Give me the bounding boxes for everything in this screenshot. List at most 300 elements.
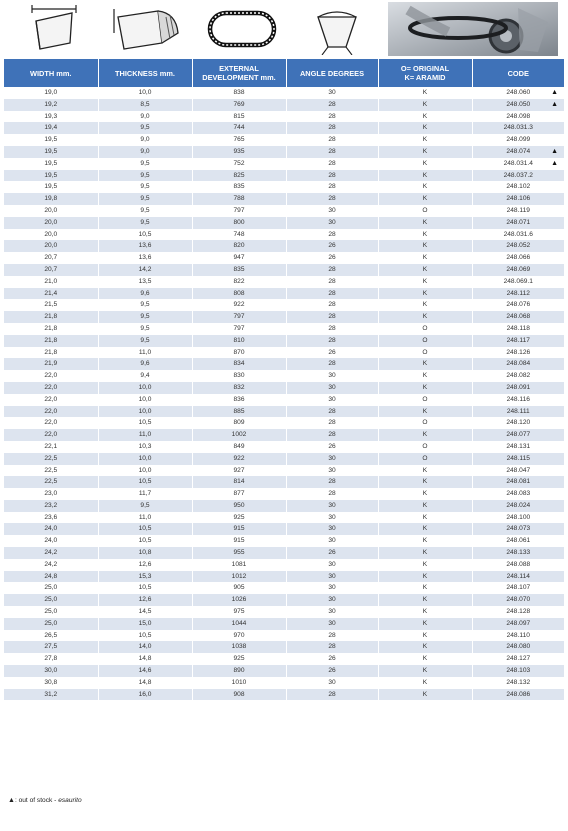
cell-code [472, 500, 564, 512]
type-value: K [422, 277, 428, 285]
cell-thickness [98, 370, 192, 382]
external-value: 808 [233, 289, 245, 297]
angle-value: 28 [328, 407, 336, 415]
cell-angle [286, 264, 378, 276]
cell-external [192, 229, 286, 241]
external-value: 815 [233, 112, 245, 120]
thickness-value: 14,2 [138, 265, 152, 273]
table-row [4, 394, 564, 406]
cell-code [472, 111, 564, 123]
code-value: 248.115 [506, 454, 530, 462]
cell-type [378, 134, 472, 146]
cell-external [192, 122, 286, 134]
thickness-value: 15,3 [138, 572, 152, 580]
width-value: 20,7 [44, 254, 58, 262]
angle-value: 30 [328, 513, 336, 521]
table-row [4, 358, 564, 370]
cell-external [192, 689, 286, 701]
cell-angle [286, 535, 378, 547]
table-row [4, 417, 564, 429]
thickness-value: 10,0 [138, 454, 152, 462]
cell-type [378, 217, 472, 229]
cell-width [4, 689, 98, 701]
cell-external [192, 665, 286, 677]
width-value: 22,1 [44, 442, 58, 450]
cell-type [378, 441, 472, 453]
cell-thickness [98, 252, 192, 264]
thickness-value: 14,8 [138, 678, 152, 686]
type-value: K [422, 383, 428, 391]
column-header-line: DEVELOPMENT mm. [202, 73, 276, 82]
code-value: 248.060 [506, 89, 531, 96]
cell-angle [286, 158, 378, 170]
external-value: 1002 [231, 431, 247, 439]
cell-code [472, 252, 564, 264]
cell-external [192, 441, 286, 453]
table-row [4, 500, 564, 512]
width-value: 21,8 [44, 324, 58, 332]
cell-external [192, 358, 286, 370]
cell-type [378, 299, 472, 311]
cell-angle [286, 500, 378, 512]
width-value: 19,8 [44, 195, 58, 203]
cell-type [378, 594, 472, 606]
table-row [4, 630, 564, 642]
cell-external [192, 559, 286, 571]
cell-angle [286, 441, 378, 453]
thickness-value: 11,0 [138, 513, 152, 521]
width-value: 19,5 [44, 159, 58, 167]
type-value: K [422, 560, 428, 568]
thickness-value: 10,0 [138, 407, 152, 415]
table-row [4, 535, 564, 547]
thickness-value: 11,0 [138, 348, 152, 356]
external-value: 800 [233, 218, 245, 226]
cell-thickness [98, 170, 192, 182]
table-row [4, 465, 564, 477]
cell-code [472, 571, 564, 583]
cell-width [4, 111, 98, 123]
cell-angle [286, 512, 378, 524]
cell-thickness [98, 606, 192, 618]
cell-type [378, 677, 472, 689]
table-body [4, 87, 564, 700]
cell-width [4, 205, 98, 217]
angle-value: 28 [328, 124, 336, 132]
width-value: 20,0 [44, 242, 58, 250]
code-value: 248.052 [506, 242, 531, 250]
cell-width [4, 606, 98, 618]
cell-code [472, 394, 564, 406]
cell-thickness [98, 453, 192, 465]
cell-width [4, 217, 98, 229]
type-value: O [422, 336, 428, 344]
cell-external [192, 406, 286, 418]
angle-value: 28 [328, 324, 336, 332]
width-value: 19,5 [44, 171, 58, 179]
cell-code [472, 193, 564, 205]
cell-type [378, 358, 472, 370]
code-value: 248.098 [506, 112, 531, 120]
table-row [4, 87, 564, 99]
thickness-value: 9,0 [140, 136, 150, 144]
angle-value: 26 [328, 254, 336, 262]
code-value: 248.069 [506, 265, 531, 273]
cell-type [378, 523, 472, 535]
code-value: 248.106 [506, 195, 531, 203]
thickness-value: 9,0 [140, 147, 150, 155]
type-value: K [422, 89, 428, 96]
thickness-value: 10,5 [138, 230, 152, 238]
cell-thickness [98, 122, 192, 134]
code-value: 248.031.3 [503, 124, 533, 132]
code-value: 248.050 [506, 100, 531, 108]
cell-thickness [98, 618, 192, 630]
thickness-value: 9,5 [140, 301, 150, 309]
external-value: 835 [233, 183, 245, 191]
table-row [4, 134, 564, 146]
angle-value: 30 [328, 466, 336, 474]
cell-type [378, 146, 472, 158]
cell-type [378, 170, 472, 182]
width-value: 22,5 [44, 478, 58, 486]
code-value: 248.114 [506, 572, 530, 580]
cell-thickness [98, 406, 192, 418]
cell-angle [286, 134, 378, 146]
external-value: 752 [233, 159, 245, 167]
cell-thickness [98, 99, 192, 111]
table-row [4, 264, 564, 276]
column-header-angle [286, 59, 378, 87]
cell-external [192, 453, 286, 465]
cell-code [472, 417, 564, 429]
type-value: K [422, 265, 428, 273]
cell-external [192, 547, 286, 559]
type-value: K [422, 230, 428, 238]
angle-value: 26 [328, 348, 336, 356]
cell-external [192, 394, 286, 406]
external-value: 838 [233, 89, 245, 96]
cell-external [192, 370, 286, 382]
code-value: 248.066 [506, 254, 531, 262]
external-value: 955 [233, 549, 245, 557]
cell-width [4, 146, 98, 158]
external-value: 832 [233, 383, 245, 391]
thickness-value: 14,0 [138, 643, 152, 651]
angle-value: 26 [328, 667, 336, 675]
code-value: 248.118 [506, 324, 530, 332]
cell-thickness [98, 641, 192, 653]
thickness-value: 12,6 [138, 596, 152, 604]
belt-loop-icon [204, 3, 280, 55]
width-value: 20,0 [44, 218, 58, 226]
cell-angle [286, 476, 378, 488]
cell-external [192, 347, 286, 359]
type-value: K [422, 478, 428, 486]
belt-angle-icon [312, 3, 362, 55]
legend-text: : out of stock - [14, 797, 59, 804]
cell-code [472, 406, 564, 418]
cell-angle [286, 252, 378, 264]
code-value: 248.076 [506, 301, 531, 309]
type-value: K [422, 171, 428, 179]
thickness-value: 10,5 [138, 584, 152, 592]
cell-width [4, 347, 98, 359]
type-value: K [422, 360, 428, 368]
width-value: 19,5 [44, 136, 58, 144]
cell-angle [286, 394, 378, 406]
code-value: 248.131 [506, 442, 531, 450]
external-value: 1026 [231, 596, 247, 604]
code-value: 248.080 [506, 643, 531, 651]
cell-type [378, 512, 472, 524]
angle-value: 30 [328, 572, 336, 580]
cell-width [4, 571, 98, 583]
type-value: O [422, 419, 428, 427]
cell-thickness [98, 465, 192, 477]
angle-value: 28 [328, 360, 336, 368]
cell-type [378, 311, 472, 323]
external-value: 1044 [231, 619, 247, 627]
width-value: 23,0 [44, 490, 58, 498]
cell-external [192, 299, 286, 311]
cell-code [472, 429, 564, 441]
cell-code [472, 217, 564, 229]
cell-width [4, 488, 98, 500]
cell-thickness [98, 500, 192, 512]
cell-thickness [98, 288, 192, 300]
table-row [4, 582, 564, 594]
code-value: 248.074 [506, 147, 531, 155]
cell-width [4, 500, 98, 512]
code-value: 248.116 [506, 395, 530, 403]
cell-width [4, 453, 98, 465]
thickness-value: 10,0 [138, 89, 152, 96]
table-row [4, 441, 564, 453]
width-value: 21,8 [44, 348, 58, 356]
code-value: 248.024 [506, 501, 531, 509]
code-value: 248.069.1 [503, 277, 533, 285]
table-row [4, 276, 564, 288]
cell-code [472, 158, 564, 170]
cell-width [4, 288, 98, 300]
type-value: K [422, 501, 428, 509]
cell-angle [286, 111, 378, 123]
angle-value: 30 [328, 608, 336, 616]
cell-thickness [98, 217, 192, 229]
cell-width [4, 252, 98, 264]
column-header-line: K= ARAMID [404, 73, 446, 82]
angle-value: 28 [328, 277, 336, 285]
belt-specification-table [4, 59, 564, 700]
cell-code [472, 594, 564, 606]
type-value: K [422, 100, 428, 108]
external-value: 885 [233, 407, 245, 415]
cell-width [4, 653, 98, 665]
cell-type [378, 453, 472, 465]
cell-angle [286, 594, 378, 606]
angle-value: 28 [328, 478, 336, 486]
cell-external [192, 288, 286, 300]
angle-value: 28 [328, 690, 336, 698]
cell-angle [286, 417, 378, 429]
table-row [4, 217, 564, 229]
angle-value: 30 [328, 372, 336, 380]
cell-angle [286, 299, 378, 311]
cell-angle [286, 146, 378, 158]
cell-external [192, 677, 286, 689]
cell-code [472, 382, 564, 394]
cell-angle [286, 559, 378, 571]
thickness-value: 12,6 [138, 560, 152, 568]
width-value: 26,5 [44, 631, 58, 639]
cell-code [472, 205, 564, 217]
cell-type [378, 488, 472, 500]
cell-width [4, 512, 98, 524]
cell-width [4, 559, 98, 571]
type-value: K [422, 596, 428, 604]
cell-angle [286, 122, 378, 134]
type-value: K [422, 147, 428, 155]
cell-external [192, 476, 286, 488]
thickness-value: 9,5 [140, 218, 150, 226]
cell-thickness [98, 559, 192, 571]
type-value: K [422, 466, 428, 474]
column-header-line: O= ORIGINAL [400, 64, 450, 73]
table-row [4, 347, 564, 359]
table-row [4, 158, 564, 170]
type-value: K [422, 313, 428, 321]
table-row [4, 193, 564, 205]
external-value: 877 [233, 490, 245, 498]
cell-width [4, 358, 98, 370]
external-value: 814 [233, 478, 245, 486]
cell-angle [286, 618, 378, 630]
cell-external [192, 181, 286, 193]
cell-type [378, 335, 472, 347]
type-value: K [422, 159, 428, 167]
thickness-value: 9,5 [140, 313, 150, 321]
type-value: K [422, 678, 428, 686]
cell-external [192, 488, 286, 500]
cell-thickness [98, 594, 192, 606]
cell-angle [286, 276, 378, 288]
cell-thickness [98, 146, 192, 158]
type-value: K [422, 537, 428, 545]
cell-code [472, 229, 564, 241]
thickness-value: 9,5 [140, 501, 150, 509]
angle-value: 30 [328, 537, 336, 545]
code-value: 248.097 [506, 619, 531, 627]
type-value: K [422, 289, 428, 297]
cell-code [472, 618, 564, 630]
type-value: K [422, 218, 428, 226]
column-header-line: WIDTH mm. [30, 68, 72, 78]
cell-external [192, 465, 286, 477]
angle-value: 28 [328, 136, 336, 144]
cell-code [472, 523, 564, 535]
cell-thickness [98, 382, 192, 394]
cell-thickness [98, 205, 192, 217]
width-value: 22,5 [44, 454, 58, 462]
thickness-value: 9,6 [140, 289, 150, 297]
cell-external [192, 382, 286, 394]
column-header-thickness [98, 59, 192, 87]
cell-angle [286, 240, 378, 252]
thickness-value: 10,5 [138, 631, 152, 639]
cell-code [472, 240, 564, 252]
width-value: 19,2 [44, 100, 58, 108]
code-value: 248.061 [506, 537, 531, 545]
width-value: 21,9 [44, 360, 58, 368]
cell-external [192, 594, 286, 606]
cell-angle [286, 205, 378, 217]
table-row [4, 606, 564, 618]
cell-external [192, 99, 286, 111]
cell-type [378, 476, 472, 488]
out-of-stock-icon: ▲ [551, 89, 558, 96]
angle-value: 28 [328, 313, 336, 321]
code-value: 248.102 [506, 183, 531, 191]
cell-width [4, 87, 98, 99]
cell-external [192, 618, 286, 630]
table-row [4, 299, 564, 311]
external-value: 975 [233, 608, 245, 616]
cell-code [472, 441, 564, 453]
cell-width [4, 264, 98, 276]
type-value: O [422, 324, 428, 332]
cell-thickness [98, 394, 192, 406]
external-value: 769 [233, 100, 245, 108]
external-value: 935 [233, 147, 245, 155]
table-row [4, 111, 564, 123]
table-row [4, 382, 564, 394]
angle-value: 30 [328, 525, 336, 533]
type-value: K [422, 690, 428, 698]
thickness-value: 13,6 [138, 254, 152, 262]
type-value: O [422, 442, 428, 450]
external-value: 927 [233, 466, 245, 474]
cell-type [378, 606, 472, 618]
external-value: 905 [233, 584, 245, 592]
cell-type [378, 252, 472, 264]
external-value: 925 [233, 655, 245, 663]
cell-code [472, 488, 564, 500]
cell-type [378, 582, 472, 594]
cell-type [378, 229, 472, 241]
thickness-value: 9,5 [140, 124, 150, 132]
angle-value: 28 [328, 643, 336, 651]
external-value: 970 [233, 631, 245, 639]
angle-value: 26 [328, 242, 336, 250]
external-value: 922 [233, 301, 245, 309]
cell-type [378, 264, 472, 276]
cell-width [4, 99, 98, 111]
table-row [4, 406, 564, 418]
code-value: 248.111 [506, 407, 530, 415]
column-header-width [4, 59, 98, 87]
belt-installation-photo [388, 2, 558, 56]
cell-angle [286, 311, 378, 323]
thickness-value: 9,5 [140, 171, 150, 179]
width-value: 25,0 [44, 584, 58, 592]
angle-value: 30 [328, 560, 336, 568]
thickness-value: 10,5 [138, 478, 152, 486]
code-value: 248.070 [506, 596, 531, 604]
cell-type [378, 571, 472, 583]
cell-angle [286, 665, 378, 677]
cell-thickness [98, 689, 192, 701]
